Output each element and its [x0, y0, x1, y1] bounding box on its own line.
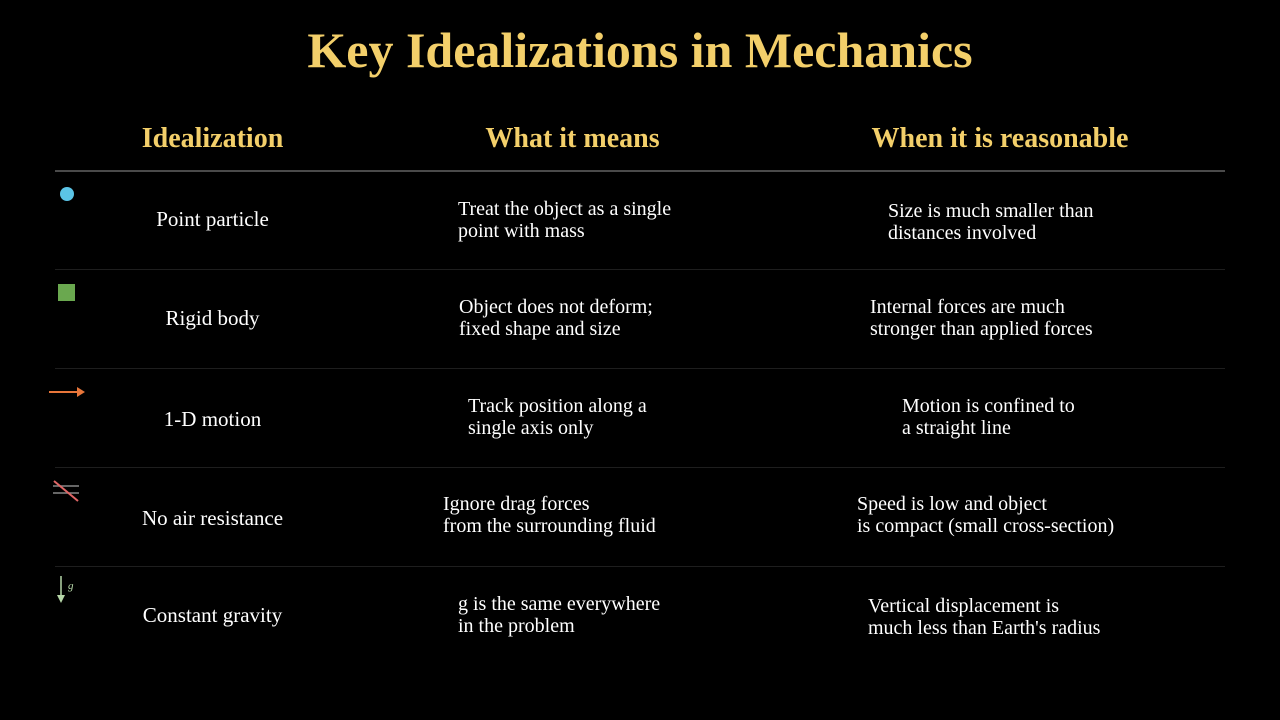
- column-header-reasonable: When it is reasonable: [871, 123, 1129, 154]
- reasonable-text: Size is much smaller than distances involved: [888, 200, 1094, 244]
- idealization-name: Point particle: [156, 207, 269, 231]
- column-header-idealization: Idealization: [141, 123, 284, 154]
- reasonable-text: Internal forces are much stronger than applied forces: [870, 296, 1093, 340]
- reasonable-text: Speed is low and object is compact (small cross-section): [857, 493, 1115, 537]
- idealization-name: Constant gravity: [142, 603, 283, 627]
- meaning-text: Track position along a single axis only: [468, 395, 647, 439]
- meaning-text: Ignore drag forces from the surrounding fluid: [443, 493, 656, 537]
- table-row: [0, 567, 1280, 666]
- table-row: [0, 171, 1280, 270]
- idealization-name: Rigid body: [165, 306, 260, 330]
- no-air-resistance-icon: [52, 478, 82, 509]
- table-row: [0, 270, 1280, 369]
- meaning-text: Treat the object as a single point with mass: [458, 198, 672, 242]
- idealization-name: No air resistance: [141, 506, 284, 530]
- table-row: [0, 468, 1280, 567]
- reasonable-text: Vertical displacement is much less than Earth's radius: [868, 595, 1101, 639]
- gravity-label: g: [68, 580, 74, 592]
- idealization-name: 1-D motion: [163, 407, 262, 431]
- column-header-meaning: What it means: [485, 123, 660, 154]
- rigid-body-icon: [58, 284, 76, 307]
- slide-title: Key Idealizations in Mechanics: [307, 22, 973, 78]
- arrow-right-icon: [48, 385, 88, 404]
- meaning-text: Object does not deform; fixed shape and size: [459, 296, 653, 340]
- meaning-text: g is the same everywhere in the problem: [458, 593, 661, 637]
- table-row: [0, 369, 1280, 468]
- point-particle-icon: [59, 186, 75, 207]
- reasonable-text: Motion is confined to a straight line: [902, 395, 1075, 439]
